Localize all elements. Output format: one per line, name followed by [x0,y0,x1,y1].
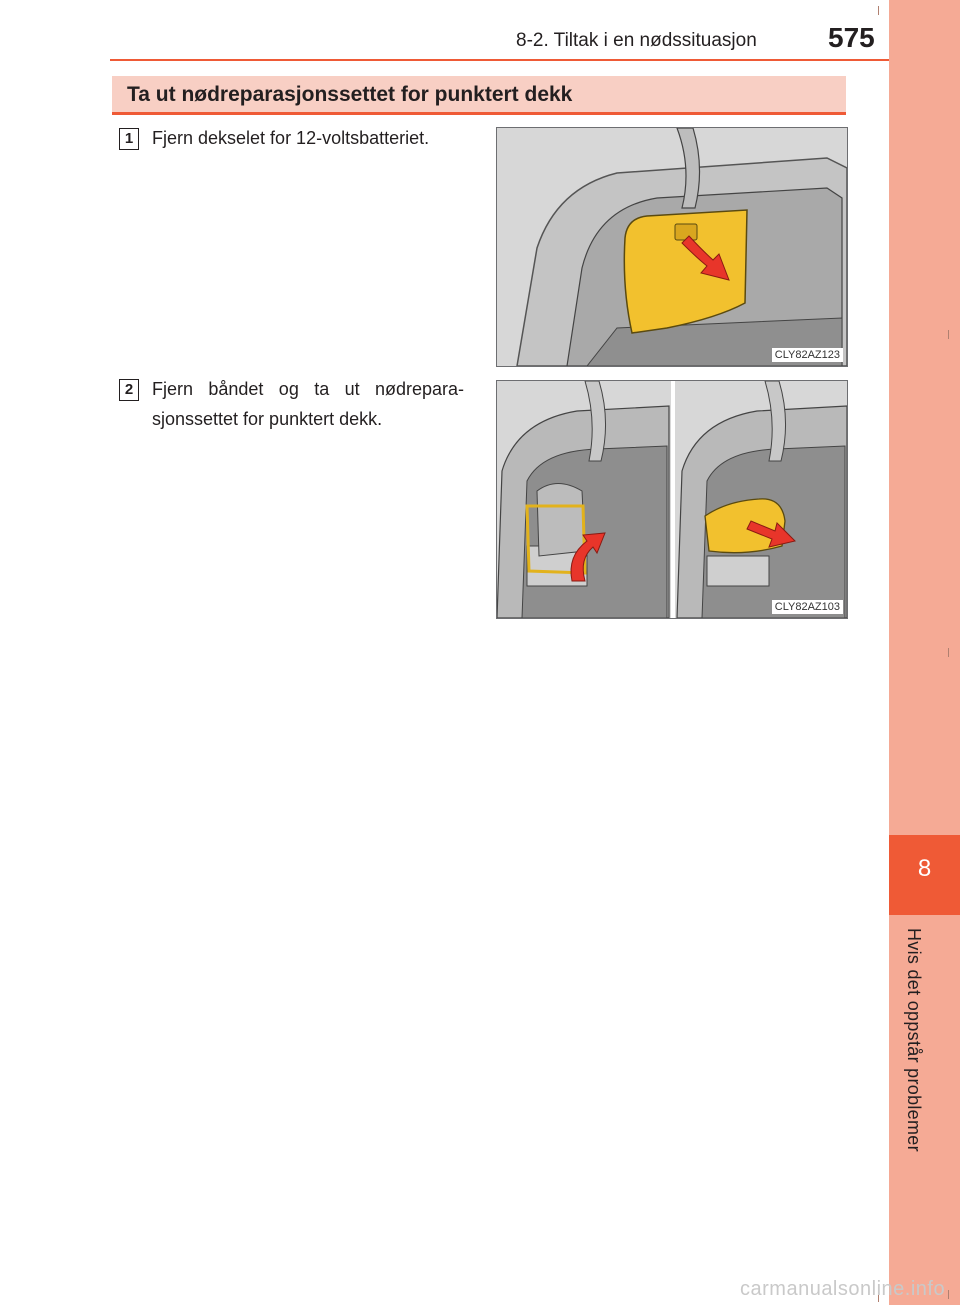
repair-kit-figure [496,380,848,619]
watermark[interactable]: carmanualsonline.info [740,1278,946,1300]
step-text-1: Fjern dekselet for 12-voltsbatteriet. [152,128,430,148]
battery-cover-figure [496,127,848,367]
figure-code-1: CLY82AZ123 [772,348,843,362]
chapter-side-strip [889,0,960,1305]
page-number: 575 [828,22,875,53]
crop-mark [948,1290,949,1299]
crop-mark [948,330,949,339]
crop-mark [878,6,879,15]
trunk-repair-kit-illustration-icon [497,381,847,618]
step-number-2: 2 [119,379,139,401]
chapter-number: 8 [917,855,932,882]
chapter-title: Hvis det oppstår problemer [904,928,924,1152]
figure-code-2: CLY82AZ103 [772,600,843,614]
step-text-2: Fjern båndet og ta ut nødrepara-sjonssettet for punktert dekk. [152,379,464,429]
header-rule [110,59,889,61]
step-number-1: 1 [119,128,139,150]
running-header-section: 8-2. Tiltak i en nødssituasjon [516,30,757,51]
trunk-battery-cover-illustration-icon [497,128,847,366]
section-title: Ta ut nødreparasjonssettet for punktert dekk [127,83,573,106]
crop-mark [948,648,949,657]
